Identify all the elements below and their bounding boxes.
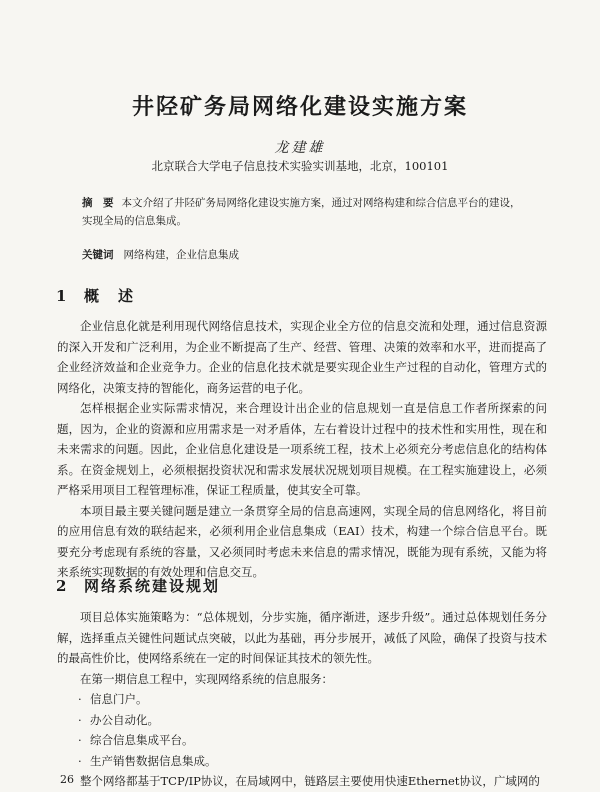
bullet-icon: · — [78, 753, 82, 768]
paragraph: 怎样根据企业实际需求情况，来合理设计出企业的信息规划一直是信息工作者所探索的问题，因为，企业的资源和应用需求是一对矛盾体，左右着设计过程中的技术性和实用性，现在和未来需求的问题。因此，企业信息化建设是一项系统工程，技术上必须充分考虑信息化的结构体系。在资金规划上，必须根据投资状况和需求发展状况规划项目规模。在工程实施建设上，必须严格采用项目工程管理标准，保证工程质量，使其安全可靠。 — [57, 401, 547, 497]
abstract-label: 摘 要 — [82, 197, 114, 209]
list-item: · 办公自动化。 — [57, 710, 547, 731]
section-2-heading — [56, 575, 220, 596]
keywords-label: 关键词 — [82, 249, 114, 261]
paper-title: 井陉矿务局网络化建设实施方案 — [131, 94, 468, 120]
list-item: · 综合信息集成平台。 — [57, 730, 547, 751]
paragraph: 项目总体实施策略为：“总体规划，分步实施，循序渐进，逐步升级”。通过总体规划任务分解，选择重点关键性问题试点突破，以此为基础，再分步展开，减低了风险，确保了投资与技术的最高性价比，使网络系统在一定的时间保证其技术的领先性。 — [57, 610, 547, 665]
list-item: · 信息门户。 — [57, 689, 547, 710]
bullet-icon: · — [78, 733, 82, 747]
keywords-text: 网络构建，企业信息集成 — [123, 249, 239, 261]
section-1-heading — [56, 285, 135, 306]
keywords — [82, 246, 530, 264]
paragraph: 企业信息化就是利用现代网络信息技术，实现企业全方位的信息交流和处理，通过信息资源的深入开发和广泛利用，为企业不断提高了生产、经营、管理、决策的效率和水平，进而提高了企业经济效益和企业竞争力。企业的信息化技术就是要实现企业生产过程的自动化，管理方式的网络化，决策支持的智能化，商务运营的电子化。 — [57, 319, 547, 395]
abstract — [82, 194, 530, 230]
list-item: · 生产销售数据信息集成。 — [57, 751, 547, 772]
paragraph: 在第一期信息工程中，实现网络系统的信息服务： — [80, 671, 333, 686]
section-1-body — [57, 316, 547, 583]
author-name: 龙建雄 — [274, 140, 326, 156]
service-list — [57, 689, 547, 771]
abstract-text: 本文介绍了井陉矿务局网络化建设实施方案，通过对网络构建和综合信息平台的建设，实现全局的信息集成。 — [82, 197, 521, 227]
paragraph: 本项目最主要关键问题是建立一条贯穿全局的信息高速网，实现全局的信息网络化，将目前的应用信息有效的联结起来，必须利用企业信息集成（EAI）技术，构建一个综合信息平台。既要充分考虑现有系统的容量，又必须同时考虑未来信息的需求情况，既能为现有系统，又能为将来系统实现数据的有效处理和信息交互。 — [57, 503, 547, 579]
affiliation: 北京联合大学电子信息技术实验实训基地，北京，100101 — [151, 159, 449, 173]
bullet-icon: · — [78, 692, 82, 706]
section-title: 网络系统建设规划 — [84, 577, 221, 595]
page-number: 26 — [60, 773, 74, 786]
section-title: 概 述 — [84, 287, 136, 305]
bullet-icon: · — [78, 712, 82, 727]
section-2-body — [57, 607, 547, 792]
paragraph: 整个网络都基于TCP/IP协议，在局域网中，链路层主要使用快速Ethernet协议，广域网的 — [80, 774, 540, 788]
section-number: 1 — [56, 287, 67, 305]
section-number: 2 — [56, 577, 67, 595]
